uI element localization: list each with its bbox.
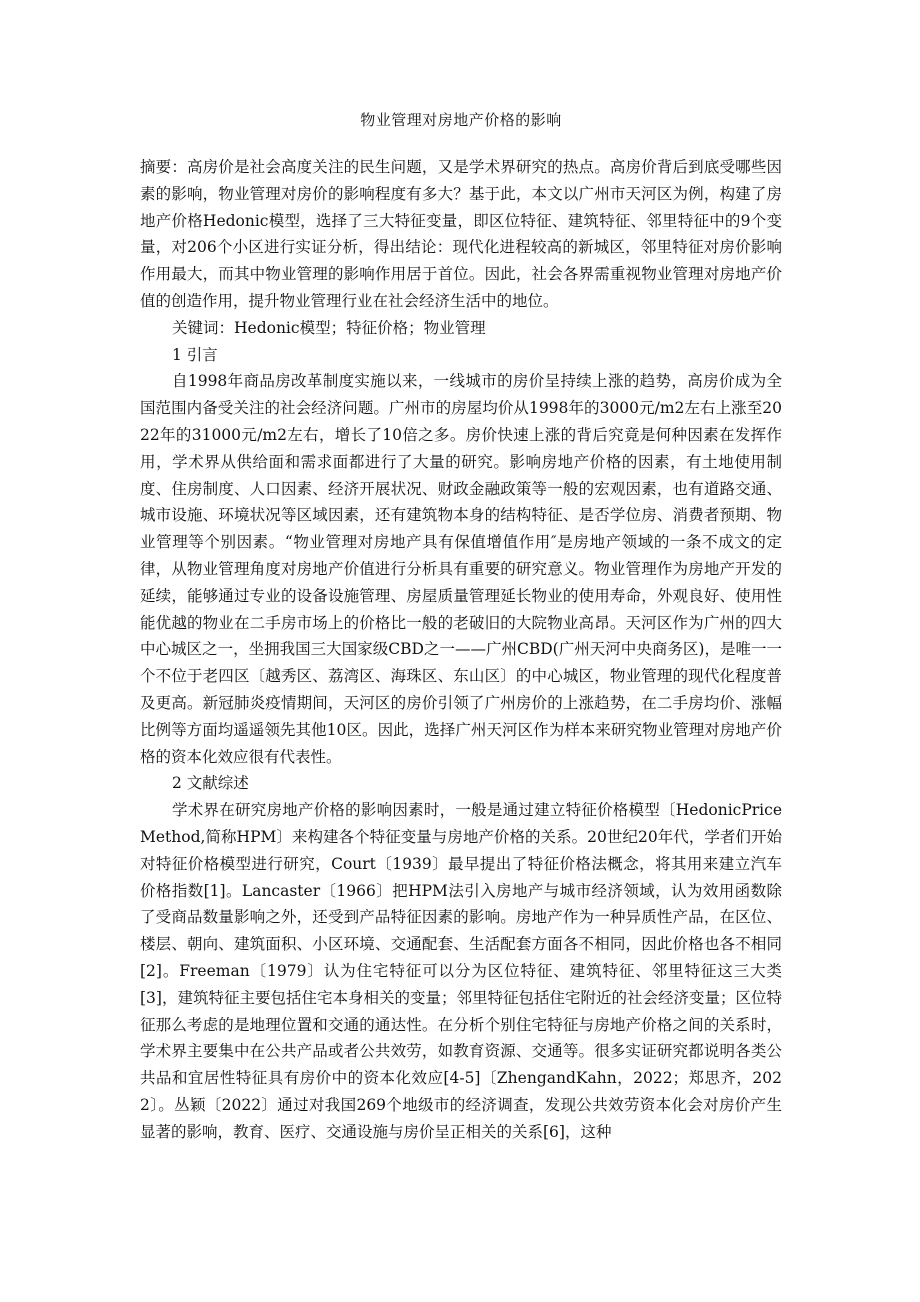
abstract-paragraph: 摘要：高房价是社会高度关注的民生问题，又是学术界研究的热点。高房价背后到底受哪些因素的影响，物业管理对房价的影响程度有多大？基于此，本文以广州市天河区为例，构建了房地产价格Hedonic模型，选择了三大特征变量，即区位特征、建筑特征、邻里特征中的9个变量，对206个小区进行实证分析，得出结论：现代化进程较高的新城区，邻里特征对房价影响作用最大，而其中物业管理的影响作用居于首位。因此，社会各界需重视物业管理对房地产价值的创造作用，提升物业管理行业在社会经济生活中的地位。	[140, 158, 782, 310]
section-1-heading: 1 引言	[172, 345, 218, 364]
document-title: 物业管理对房地产价格的影响	[360, 111, 562, 129]
document-page	[140, 108, 782, 1145]
section-2-body: 学术界在研究房地产价格的影响因素时，一般是通过建立特征价格模型〔HedonicPriceMethod,简称HPM〕来构建各个特征变量与房地产价格的关系。20世纪20年代，学者们开始对特征价格模型进行研究，Court〔1939〕最早提出了特征价格法概念，将其用来建立汽车价格指数[1]。Lancaster〔1966〕把HPM法引入房地产与城市经济领域，认为效用函数除了受商品数量影响之外，还受到产品特征因素的影响。房地产作为一种异质性产品，在区位、楼层、朝向、建筑面积、小区环境、交通配套、生活配套方面各不相同，因此价格也各不相同[2]。Freeman〔1979〕认为住宅特征可以分为区位特征、建筑特征、邻里特征这三大类[3]，建筑特征主要包括住宅本身相关的变量；邻里特征包括住宅附近的社会经济变量；区位特征那么考虑的是地理位置和交通的通达性。在分析个别住宅特征与房地产价格之间的关系时，学术界主要集中在公共产品或者公共效劳，如教育资源、交通等。很多实证研究都说明各类公共品和宜居性特征具有房价中的资本化效应[4-5]〔ZhengandKahn，2022；郑思齐，2022〕。丛颖〔2022〕通过对我国269个地级市的经济调查，发现公共效劳资本化会对房价产生显著的影响，教育、医疗、交通设施与房价呈正相关的关系[6]，这种	[140, 801, 782, 1141]
section-2-heading: 2 文献综述	[172, 774, 249, 793]
keywords-line: 关键词：Hedonic模型；特征价格；物业管理	[172, 318, 486, 337]
section-1-body: 自1998年商品房改革制度实施以来，一线城市的房价呈持续上涨的趋势，高房价成为全国范围内备受关注的社会经济问题。广州市的房屋均价从1998年的3000元/m2左右上涨至2022年的31000元/m2左右，增长了10倍之多。房价快速上涨的背后究竟是何种因素在发挥作用，学术界从供给面和需求面都进行了大量的研究。影响房地产价格的因素，有土地使用制度、住房制度、人口因素、经济开展状况、财政金融政策等一般的宏观因素，也有道路交通、城市设施、环境状况等区域因素，还有建筑物本身的结构特征、是否学位房、消费者预期、物业管理等个别因素。“物业管理对房地产具有保值增值作用″是房地产领域的一条不成文的定律，从物业管理角度对房地产价值进行分析具有重要的研究意义。物业管理作为房地产开发的延续，能够通过专业的设备设施管理、房屋质量管理延长物业的使用寿命，外观良好、使用性能优越的物业在二手房市场上的价格比一般的老破旧的大院物业高昂。天河区作为广州的四大中心城区之一，坐拥我国三大国家级CBD之一——广州CBD(广州天河中央商务区)，是唯一一个不位于老四区〔越秀区、荔湾区、海珠区、东山区〕的中心城区，物业管理的现代化程度普及更高。新冠肺炎疫情期间，天河区的房价引领了广州房价的上涨趋势，在二手房均价、涨幅比例等方面均遥遥领先其他10区。因此，选择广州天河区作为样本来研究物业管理对房地产价格的资本化效应很有代表性。	[140, 372, 782, 766]
